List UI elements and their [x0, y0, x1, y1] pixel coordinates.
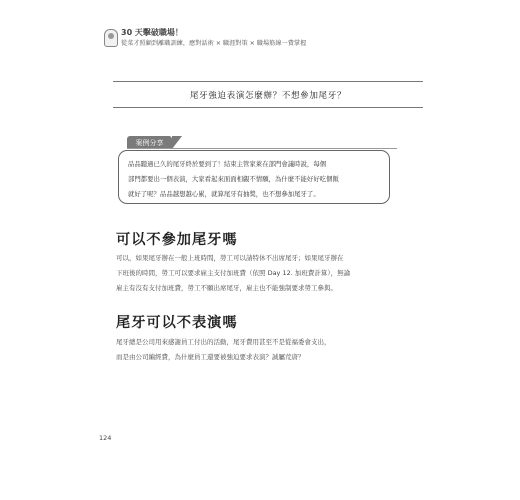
running-header — [101, 25, 431, 55]
section1-body: 可以，如果尾牙辦在一般上班時間，勞工可以請特休不出席尾牙；如果尾牙辦在 下班後的時間，勞工可以要求雇主支付加班費（依照 Day 12. 加班費計算），無論 雇主有沒有支付加班費，勞工不願出席尾牙，雇主也不能強制要求勞工參與。 — [116, 254, 351, 292]
header-subtitle: 從菜才照顧到離職訓練，應對話術 × 職涯對策 × 職場筋線一費掌握 — [121, 40, 307, 47]
case-study-text: 品品聽過已久的尾牙終於要到了！結束主管家萊在部門會議時說，每個 部門都要出一個表演，大家看起來面面相覷不情願，為什麼不能好好吃個飯 就好了呢？品品越想越心累，就算尾牙有抽獎，也不想參加尾牙了。 — [128, 160, 339, 198]
case-study-divider — [127, 148, 397, 149]
section2-heading: 尾牙可以不表演嗎 — [116, 315, 238, 331]
case-study-box — [118, 150, 390, 204]
page-number: 124 — [99, 434, 112, 442]
section1-heading: 可以不參加尾牙嗎 — [116, 232, 238, 248]
section2-body: 尾牙總是公司用來感謝員工付出的活動，尾牙費用甚至不是從福委會支出， 而是由公司編經費，為什麼員工還要被強迫要求表演？誠屬荒唐？ — [116, 338, 331, 361]
chapter-question: 尾牙強迫表演怎麼辦？不想參加尾牙？ — [113, 81, 423, 108]
book-mascot-icon — [104, 29, 118, 47]
header-title: 30 天擊破職場！ — [121, 28, 183, 37]
case-study-tab: 案例分享 — [127, 136, 172, 149]
